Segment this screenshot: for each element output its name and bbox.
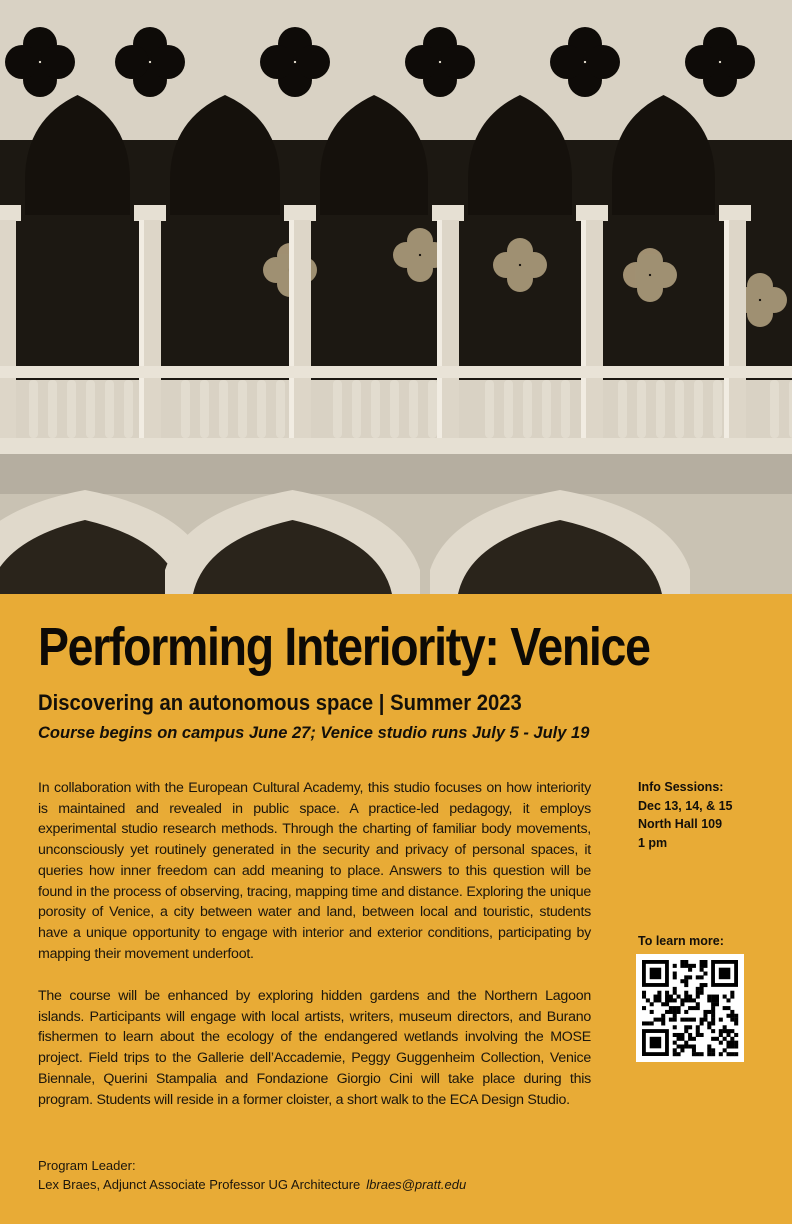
learn-more-label: To learn more: bbox=[638, 934, 724, 948]
info-sessions-location: North Hall 109 bbox=[638, 817, 723, 831]
info-sessions bbox=[638, 778, 733, 852]
program-leader-name: Lex Braes, Adjunct Associate Professor UG Architecture bbox=[38, 1177, 361, 1192]
program-leader-label: Program Leader: bbox=[38, 1158, 136, 1173]
info-sessions-heading: Info Sessions: bbox=[638, 780, 724, 794]
venice-arcade-photo bbox=[0, 0, 792, 594]
qr-code-graphic bbox=[636, 954, 744, 1062]
description-paragraph-2: The course will be enhanced by exploring hidden gardens and the Northern Lagoon islands. Participants will engage with local artists, writers, museum directors, and Burano fishermen to learn about the ecology of the endangered wetlands involving the MOSE project. Field trips to the Gallerie dell’Accademie, Peggy Guggenheim Collection, Venice Biennale, Querini Stampalia and Fondazione Giorgio Cini will take place during this program. Students will reside in a former cloister, a short walk to the ECA Design Studio. bbox=[38, 988, 591, 1108]
info-sessions-dates: Dec 13, 14, & 15 bbox=[638, 798, 733, 813]
course-dates: Course begins on campus June 27; Venice studio runs July 5 - July 19 bbox=[38, 724, 590, 742]
description-paragraph-1: In collaboration with the European Cultural Academy, this studio focuses on how interiority is maintained and revealed in public space. A practice-led pedagogy, it employs experimental studio research methods. Through the charting of familiar body movements, unconsciously yet routinely generated in the security and privacy of personal spaces, it queries how inner freedom can add meaning to place. Answers to this question will be found in the process of observing, tracing, mapping time and distance. Exploring the unique porosity of Venice, a city between water and land, between local and touristic, students have a unique opportunity to engage with interior and exterior conditions, participating by mapping their movement underfoot. bbox=[38, 780, 591, 962]
poster-content bbox=[0, 594, 792, 1224]
program-leader-email[interactable]: lbraes@pratt.edu bbox=[366, 1177, 467, 1192]
poster-subtitle: Discovering an autonomous space | Summer 2023 bbox=[38, 690, 522, 715]
program-leader bbox=[38, 1156, 466, 1194]
poster-title: Performing Interiority: Venice bbox=[38, 617, 650, 677]
info-sessions-time: 1 pm bbox=[638, 835, 668, 850]
venice-palace-arcade-image bbox=[0, 0, 792, 594]
qr-code-icon[interactable] bbox=[636, 954, 744, 1062]
